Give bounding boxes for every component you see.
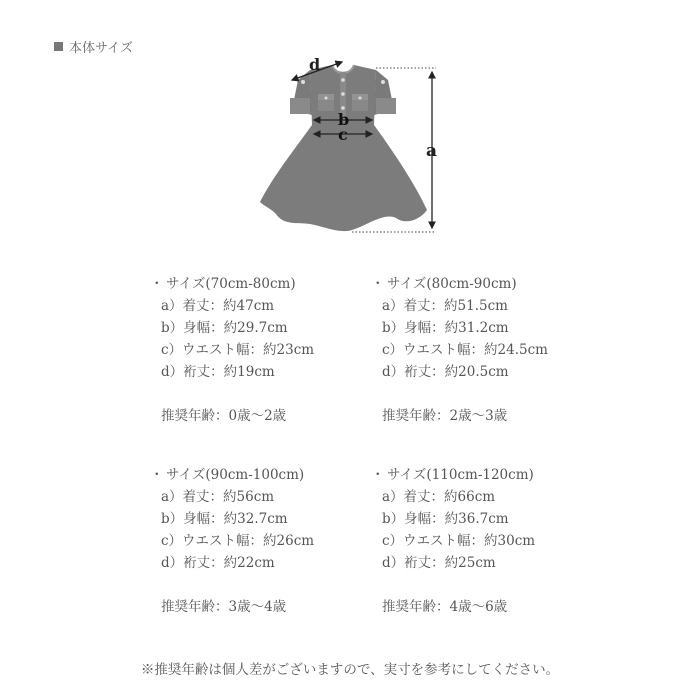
- recommended-age: 推奨年齢：3歳～4歳: [161, 599, 287, 615]
- size-row: c）ウエスト幅：約23cm: [161, 342, 315, 358]
- size-row: d）裄丈：約25cm: [382, 555, 496, 571]
- size-row: b）身幅：約29.7cm: [161, 320, 288, 336]
- size-row: a）着丈：約66cm: [382, 489, 496, 505]
- size-row: b）身幅：約31.2cm: [382, 320, 509, 336]
- measure-b-label: b: [338, 110, 350, 129]
- size-row: d）裄丈：約19cm: [161, 364, 275, 380]
- recommended-age: 推奨年齢：2歳～3歳: [382, 408, 508, 424]
- button: [341, 78, 345, 82]
- measure-d-label: d: [309, 55, 321, 74]
- size-row: a）着丈：約51.5cm: [382, 298, 508, 314]
- size-row: c）ウエスト幅：約24.5cm: [382, 342, 548, 358]
- size-block-70-80: ・ サイズ(70cm-80cm) a）着丈：約47cm b）身幅：約29.7cm c）ウエスト幅：約23cm d）裄丈：約19cm 推奨年齢：0歳～2歳: [150, 273, 360, 427]
- size-row: b）身幅：約36.7cm: [382, 511, 509, 527]
- shoulder-button: [381, 80, 385, 84]
- dress-diagram: [0, 0, 700, 260]
- size-title: サイズ(70cm-80cm): [166, 276, 296, 292]
- size-row: d）裄丈：約22cm: [161, 555, 275, 571]
- size-title: サイズ(90cm-100cm): [166, 467, 305, 483]
- measure-c-label: c: [338, 125, 348, 144]
- recommended-age: 推奨年齢：4歳～6歳: [382, 599, 508, 615]
- measure-a-label: a: [426, 141, 438, 161]
- size-row: a）着丈：約47cm: [161, 298, 275, 314]
- section-title: 本体サイズ: [69, 41, 133, 56]
- size-block-80-90: ・ サイズ(80cm-90cm) a）着丈：約51.5cm b）身幅：約31.2cm c）ウエスト幅：約24.5cm d）裄丈：約20.5cm 推奨年齢：2歳～3歳: [371, 273, 581, 427]
- left-cuff: [290, 98, 310, 114]
- button: [341, 92, 345, 96]
- size-title: サイズ(110cm-120cm): [387, 467, 534, 483]
- right-cuff: [376, 98, 396, 114]
- size-row: c）ウエスト幅：約30cm: [382, 533, 536, 549]
- size-row: c）ウエスト幅：約26cm: [161, 533, 315, 549]
- footnote: ※推奨年齢は個人差がございますので、実寸を参考にしてください。: [140, 662, 560, 678]
- recommended-age: 推奨年齢：0歳～2歳: [161, 408, 287, 424]
- size-block-110-120: ・ サイズ(110cm-120cm) a）着丈：約66cm b）身幅：約36.7cm c）ウエスト幅：約30cm d）裄丈：約25cm 推奨年齢：4歳～6歳: [371, 464, 581, 618]
- size-row: a）着丈：約56cm: [161, 489, 275, 505]
- size-row: d）裄丈：約20.5cm: [382, 364, 509, 380]
- shoulder-button: [301, 80, 305, 84]
- size-title: サイズ(80cm-90cm): [387, 276, 517, 292]
- size-block-90-100: ・ サイズ(90cm-100cm) a）着丈：約56cm b）身幅：約32.7cm c）ウエスト幅：約26cm d）裄丈：約22cm 推奨年齢：3歳～4歳: [150, 464, 360, 618]
- size-row: b）身幅：約32.7cm: [161, 511, 288, 527]
